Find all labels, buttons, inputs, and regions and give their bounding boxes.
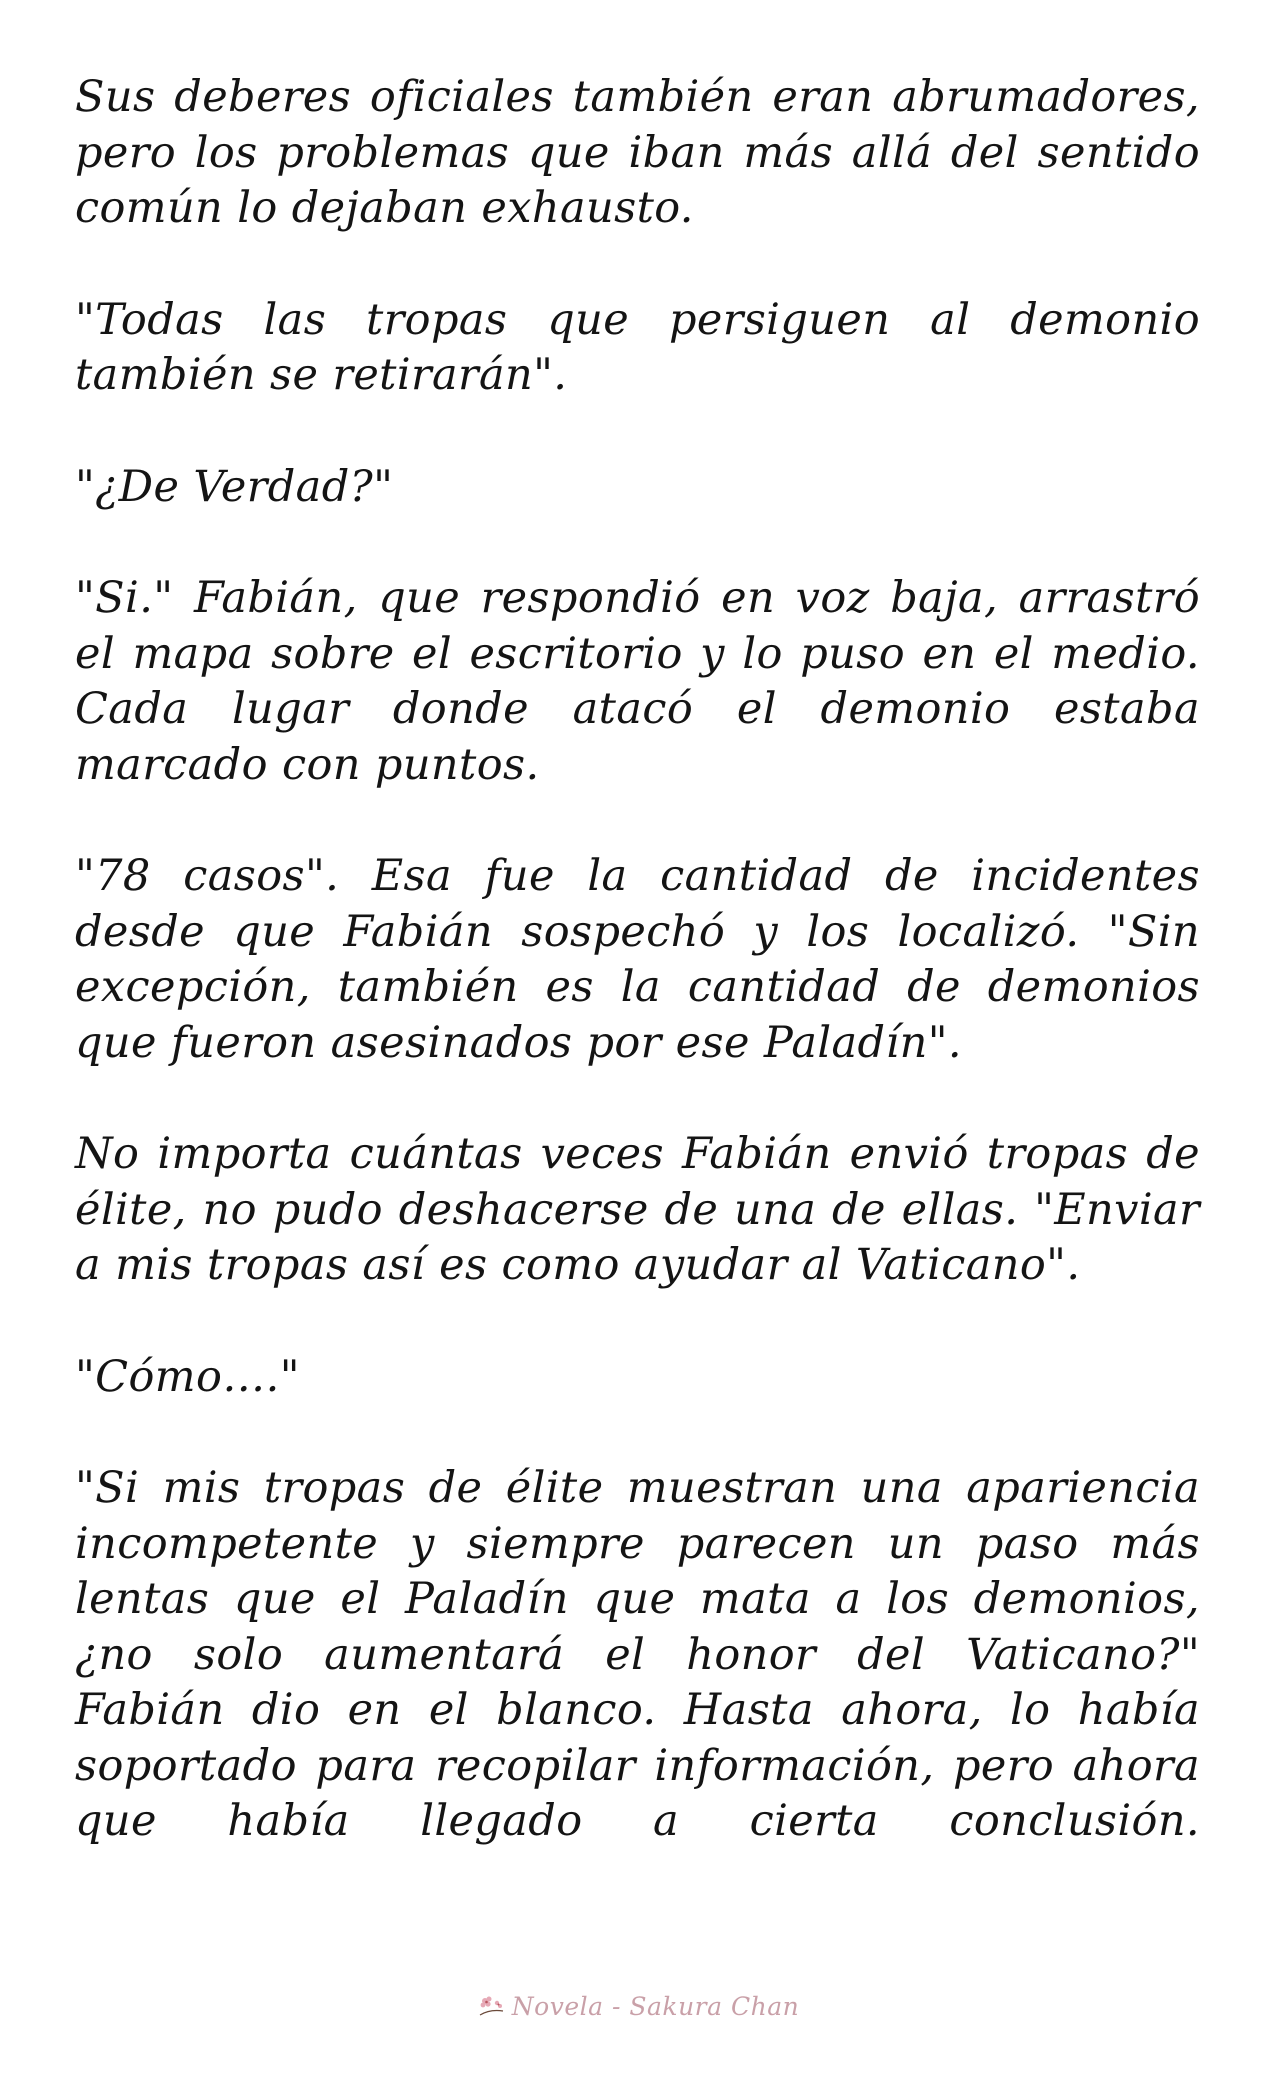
cherry-blossom-icon <box>476 1993 506 2019</box>
paragraph-2: "Todas las tropas que persiguen al demonio también se retirarán". <box>75 294 1200 400</box>
paragraph-4: "Si." Fabián, que respondió en voz baja, arrastró el mapa sobre el escritorio y lo puso en el medio. Cada lugar donde atacó el demonio estaba marcado con puntos. <box>75 573 1200 790</box>
document-body <box>75 70 1200 1906</box>
paragraph-5: "78 casos". Esa fue la cantidad de incidentes desde que Fabián sospechó y los localizó. "Sin excepción, también es la cantidad de demonios que fueron asesinados por ese Paladín". <box>75 851 1200 1068</box>
watermark-text: Novela - Sakura Chan <box>511 1992 800 2021</box>
paragraph-3: "¿De Verdad?" <box>75 461 394 512</box>
paragraph-7: "Cómo…." <box>75 1351 300 1402</box>
watermark <box>0 1992 1275 2021</box>
paragraph-1: Sus deberes oficiales también eran abrumadores, pero los problemas que iban más allá del sentido común lo dejaban exhausto. <box>75 72 1200 233</box>
paragraph-8: "Si mis tropas de élite muestran una apariencia incompetente y siempre parecen un paso más lentas que el Paladín que mata a los demonios, ¿no solo aumentará el honor del Vaticano?" Fabián dio en el blanco. Hasta ahora, lo había soportado para recopilar información, pero ahora que había llegado a cierta conclusión. <box>75 1463 1200 1846</box>
paragraph-6: No importa cuántas veces Fabián envió tropas de élite, no pudo deshacerse de una de ellas. "Enviar a mis tropas así es como ayudar al Vaticano". <box>75 1129 1200 1290</box>
